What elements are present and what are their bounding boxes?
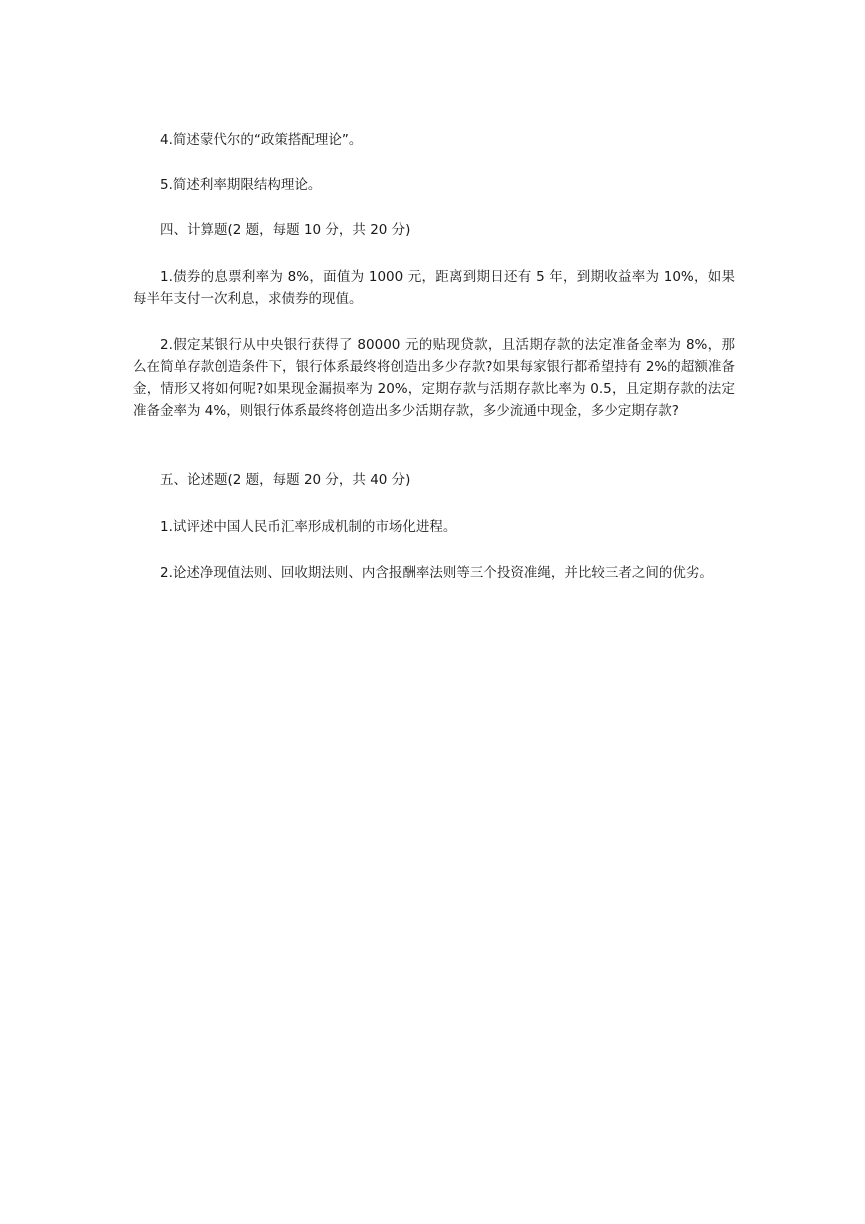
question-4: 4.简述蒙代尔的“政策搭配理论”。 bbox=[160, 132, 363, 148]
essay-question-2: 2.论述净现值法则、回收期法则、内含报酬率法则等三个投资准绳，并比较三者之间的优劣。 bbox=[160, 565, 713, 581]
calc-question-1: 1.债券的息票利率为 8%，面值为 1000 元，距离到期日还有 5 年，到期收益率为 10%，如果每半年支付一次利息，求债券的现值。 bbox=[133, 269, 735, 307]
essay-question-1: 1.试评述中国人民币汇率形成机制的市场化进程。 bbox=[160, 519, 457, 535]
calc-question-2: 2.假定某银行从中央银行获得了 80000 元的贴现贷款，且活期存款的法定准备金率为 8%，那么在简单存款创造条件下，银行体系最终将创造出多少存款?如果每家银行都希望持有 2%的超额准备金，情形又将如何呢?如果现金漏损率为 20%，定期存款与活期存款比率为 0.5，且定期存款的法定准备金率为 4%，则银行体系最终将创造出多少活期存款，多少流通中现金，多少定期存款? bbox=[133, 337, 735, 419]
question-5: 5.简述利率期限结构理论。 bbox=[160, 177, 322, 193]
section-5-title: 五、论述题(2 题，每题 20 分，共 40 分) bbox=[160, 472, 411, 488]
section-4-title: 四、计算题(2 题，每题 10 分，共 20 分) bbox=[160, 222, 411, 238]
